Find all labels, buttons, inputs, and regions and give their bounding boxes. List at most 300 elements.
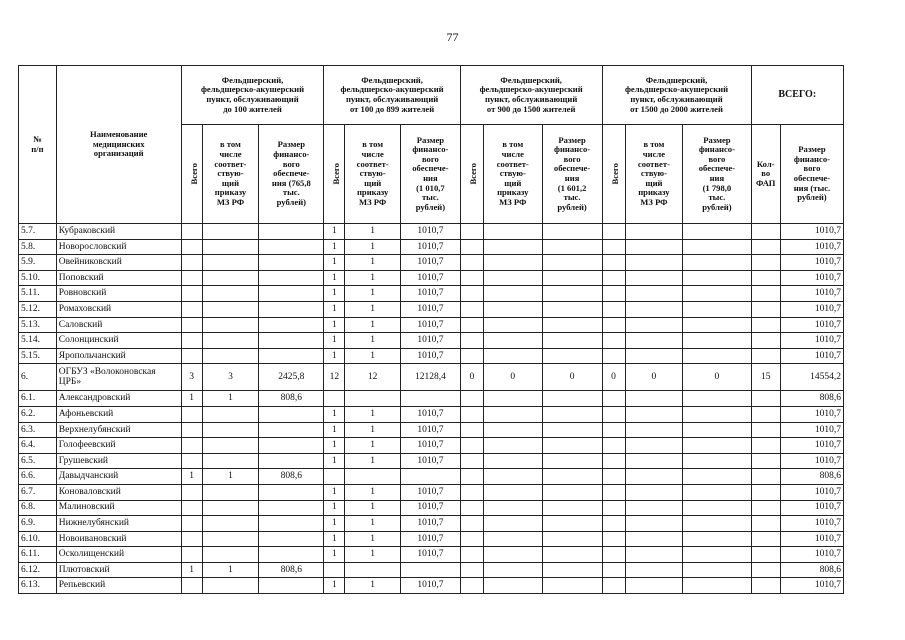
table-cell: 1	[345, 255, 401, 271]
table-cell: 1010,7	[400, 547, 460, 563]
table-cell: 1	[181, 391, 202, 407]
table-cell: 1010,7	[780, 547, 843, 563]
table-cell: 1010,7	[400, 422, 460, 438]
table-cell	[460, 239, 483, 255]
header-group-1: Фельдшерский, фельдшерско-акушерский пункт, обслуживающий до 100 жителей	[181, 66, 324, 125]
table-cell	[483, 469, 542, 485]
row-number: 6.12.	[19, 562, 57, 578]
table-cell	[751, 438, 780, 454]
table-cell: 1	[345, 317, 401, 333]
table-cell: 1	[324, 547, 345, 563]
table-cell: 3	[181, 364, 202, 391]
table-cell: 12128,4	[400, 364, 460, 391]
table-cell	[683, 270, 751, 286]
table-cell: 1	[202, 562, 259, 578]
table-cell	[483, 224, 542, 240]
header-total-group: ВСЕГО:	[751, 66, 843, 125]
table-cell	[202, 578, 259, 594]
row-number: 5.8.	[19, 239, 57, 255]
row-number: 6.4.	[19, 438, 57, 454]
table-cell: 1010,7	[780, 531, 843, 547]
table-cell: 1	[324, 317, 345, 333]
table-cell: 1010,7	[400, 484, 460, 500]
table-cell	[542, 562, 602, 578]
table-cell	[181, 301, 202, 317]
row-number: 6.5.	[19, 453, 57, 469]
header-financing-3: Размер финансо- вого обеспече- ния (1 601,2 тыс. рублей)	[542, 125, 602, 224]
table-cell: 1010,7	[400, 348, 460, 364]
org-name: Овейниковский	[56, 255, 181, 271]
table-cell	[460, 348, 483, 364]
table-cell	[602, 438, 625, 454]
table-cell	[542, 453, 602, 469]
table-cell	[683, 286, 751, 302]
table-cell: 1	[324, 484, 345, 500]
table-row	[19, 333, 844, 349]
table-cell	[602, 516, 625, 532]
table-cell	[542, 255, 602, 271]
table-cell: 808,6	[780, 562, 843, 578]
table-cell	[259, 453, 324, 469]
table-cell	[625, 516, 683, 532]
table-cell: 1	[324, 224, 345, 240]
table-cell	[324, 469, 345, 485]
table-cell: 1010,7	[400, 578, 460, 594]
header-num: № п/п	[19, 66, 57, 224]
table-cell	[181, 270, 202, 286]
table-cell	[259, 531, 324, 547]
table-cell	[625, 286, 683, 302]
table-cell	[460, 453, 483, 469]
table-cell	[542, 333, 602, 349]
table-row	[19, 406, 844, 422]
table-cell: 2425,8	[259, 364, 324, 391]
table-cell	[751, 255, 780, 271]
table-row	[19, 453, 844, 469]
table-cell: 808,6	[780, 469, 843, 485]
table-cell	[460, 333, 483, 349]
table-cell	[542, 516, 602, 532]
table-cell: 0	[625, 364, 683, 391]
table-cell: 1	[345, 547, 401, 563]
header-total-count: Всего	[181, 125, 202, 224]
table-cell: 808,6	[259, 469, 324, 485]
table-row	[19, 364, 844, 391]
table-cell	[460, 438, 483, 454]
table-cell	[602, 333, 625, 349]
table-cell	[181, 547, 202, 563]
table-cell	[542, 422, 602, 438]
table-cell	[483, 500, 542, 516]
org-name: Голофеевский	[56, 438, 181, 454]
table-cell: 1	[324, 239, 345, 255]
row-number: 6.1.	[19, 391, 57, 407]
table-cell	[181, 333, 202, 349]
table-row	[19, 224, 844, 240]
table-cell	[181, 239, 202, 255]
table-cell: 1010,7	[780, 301, 843, 317]
table-cell: 1010,7	[780, 286, 843, 302]
table-cell	[602, 301, 625, 317]
table-cell	[542, 500, 602, 516]
table-cell	[259, 224, 324, 240]
table-cell	[483, 286, 542, 302]
table-cell	[345, 562, 401, 578]
header-group-3: Фельдшерский, фельдшерско-акушерский пункт, обслуживающий от 900 до 1500 жителей	[460, 66, 602, 125]
table-cell: 1	[324, 516, 345, 532]
table-cell: 1	[345, 438, 401, 454]
table-cell	[602, 562, 625, 578]
table-cell: 1	[324, 348, 345, 364]
table-cell	[751, 270, 780, 286]
org-name: Яропольчанский	[56, 348, 181, 364]
table-cell	[202, 484, 259, 500]
row-number: 6.11.	[19, 547, 57, 563]
table-cell: 1010,7	[780, 224, 843, 240]
table-cell	[483, 484, 542, 500]
table-cell	[259, 270, 324, 286]
table-cell	[625, 255, 683, 271]
table-cell	[259, 255, 324, 271]
table-cell: 1	[324, 500, 345, 516]
table-cell: 12	[345, 364, 401, 391]
table-cell	[181, 406, 202, 422]
table-cell	[602, 286, 625, 302]
table-cell	[259, 547, 324, 563]
table-cell: 0	[460, 364, 483, 391]
table-cell	[625, 562, 683, 578]
table-cell	[202, 453, 259, 469]
table-row	[19, 391, 844, 407]
table-cell	[625, 333, 683, 349]
row-number: 5.15.	[19, 348, 57, 364]
table-cell	[181, 531, 202, 547]
table-cell	[181, 348, 202, 364]
table-cell	[625, 348, 683, 364]
table-cell: 15	[751, 364, 780, 391]
table-cell	[259, 484, 324, 500]
table-cell	[202, 531, 259, 547]
table-cell	[602, 224, 625, 240]
table-cell: 1010,7	[780, 255, 843, 271]
table-cell	[483, 547, 542, 563]
row-number: 5.10.	[19, 270, 57, 286]
table-cell	[483, 438, 542, 454]
table-cell	[625, 422, 683, 438]
org-name: Осколищенский	[56, 547, 181, 563]
table-cell	[202, 255, 259, 271]
header-group-2: Фельдшерский, фельдшерско-акушерский пункт, обслуживающий от 100 до 899 жителей	[324, 66, 460, 125]
table-row	[19, 500, 844, 516]
table-cell: 1010,7	[400, 438, 460, 454]
table-cell	[483, 255, 542, 271]
table-cell: 1	[345, 484, 401, 500]
table-cell	[542, 391, 602, 407]
table-cell	[202, 270, 259, 286]
table-cell	[751, 333, 780, 349]
table-cell	[181, 224, 202, 240]
table-cell	[460, 531, 483, 547]
table-cell	[683, 422, 751, 438]
table-cell	[460, 484, 483, 500]
table-cell	[202, 301, 259, 317]
table-cell	[324, 391, 345, 407]
header-total-financing: Размер финансо- вого обеспече- ния (тыс. рублей)	[780, 125, 843, 224]
table-cell	[202, 547, 259, 563]
row-number: 6.7.	[19, 484, 57, 500]
header-financing-4: Размер финансо- вого обеспече- ния (1 798,0 тыс. рублей)	[683, 125, 751, 224]
table-cell	[202, 239, 259, 255]
table-cell: 1010,7	[780, 438, 843, 454]
table-cell	[483, 406, 542, 422]
org-name: Солонцинский	[56, 333, 181, 349]
table-cell	[202, 406, 259, 422]
table-cell	[542, 406, 602, 422]
table-cell	[683, 469, 751, 485]
table-cell: 1010,7	[780, 239, 843, 255]
table-cell	[751, 317, 780, 333]
table-cell	[602, 547, 625, 563]
table-cell	[683, 531, 751, 547]
table-cell	[625, 484, 683, 500]
table-cell: 1010,7	[780, 317, 843, 333]
table-cell: 1	[202, 391, 259, 407]
row-number: 6.2.	[19, 406, 57, 422]
table-cell	[542, 239, 602, 255]
table-cell: 808,6	[259, 391, 324, 407]
table-cell: 1010,7	[780, 333, 843, 349]
table-cell	[483, 348, 542, 364]
table-cell	[751, 578, 780, 594]
table-cell: 1	[324, 422, 345, 438]
table-cell	[259, 301, 324, 317]
table-row	[19, 562, 844, 578]
table-cell	[542, 578, 602, 594]
table-cell	[460, 500, 483, 516]
table-cell	[625, 317, 683, 333]
header-financing-1: Размер финансо- вого обеспече- ния (765,8 тыс. рублей)	[259, 125, 324, 224]
table-cell: 1	[345, 531, 401, 547]
table-cell	[683, 317, 751, 333]
org-name: Репьевский	[56, 578, 181, 594]
row-number: 6.3.	[19, 422, 57, 438]
table-cell	[683, 391, 751, 407]
table-cell	[602, 317, 625, 333]
table-cell	[324, 562, 345, 578]
table-cell: 1010,7	[400, 531, 460, 547]
table-cell	[542, 301, 602, 317]
table-cell: 1010,7	[780, 348, 843, 364]
table-cell	[625, 224, 683, 240]
table-cell	[751, 469, 780, 485]
row-number: 6.10.	[19, 531, 57, 547]
table-cell	[259, 578, 324, 594]
table-cell	[483, 562, 542, 578]
table-cell	[483, 317, 542, 333]
table-cell	[751, 391, 780, 407]
header-group-4: Фельдшерский, фельдшерско-акушерский пункт, обслуживающий от 1500 до 2000 жителей	[602, 66, 751, 125]
table-cell	[602, 531, 625, 547]
table-cell: 14554,2	[780, 364, 843, 391]
org-name: Коноваловский	[56, 484, 181, 500]
table-cell	[625, 469, 683, 485]
table-row	[19, 531, 844, 547]
table-cell	[751, 516, 780, 532]
table-cell	[751, 562, 780, 578]
table-cell	[542, 469, 602, 485]
table-cell	[683, 516, 751, 532]
table-cell	[202, 438, 259, 454]
org-name: Верхнелубянский	[56, 422, 181, 438]
header-per-order: в том числе соответ- ствую- щий приказу МЗ РФ	[625, 125, 683, 224]
table-cell	[683, 453, 751, 469]
table-cell	[542, 286, 602, 302]
table-cell	[483, 301, 542, 317]
table-cell: 808,6	[780, 391, 843, 407]
table-cell	[181, 286, 202, 302]
table-cell	[542, 224, 602, 240]
org-name: Саловский	[56, 317, 181, 333]
header-total-count: Всего	[460, 125, 483, 224]
table-row	[19, 255, 844, 271]
table-cell: 1	[345, 516, 401, 532]
table-cell: 1	[324, 286, 345, 302]
table-cell	[483, 422, 542, 438]
table-cell: 1010,7	[400, 301, 460, 317]
table-cell	[483, 333, 542, 349]
table-cell	[181, 516, 202, 532]
table-cell: 1	[324, 255, 345, 271]
table-cell	[751, 406, 780, 422]
table-cell	[625, 531, 683, 547]
org-name: Грушевский	[56, 453, 181, 469]
table-cell	[483, 531, 542, 547]
table-cell: 1	[345, 239, 401, 255]
table-cell: 1	[324, 333, 345, 349]
table-row	[19, 469, 844, 485]
org-name: Александровский	[56, 391, 181, 407]
header-org-name: Наименование медицинских организаций	[56, 66, 181, 224]
row-number: 6.13.	[19, 578, 57, 594]
table-cell	[202, 500, 259, 516]
table-cell	[202, 422, 259, 438]
table-cell: 1	[324, 301, 345, 317]
table-cell: 1010,7	[400, 224, 460, 240]
table-cell: 1	[345, 301, 401, 317]
row-number: 5.7.	[19, 224, 57, 240]
table-cell	[460, 317, 483, 333]
table-row	[19, 578, 844, 594]
table-cell	[259, 500, 324, 516]
org-name: Поповский	[56, 270, 181, 286]
table-cell	[751, 224, 780, 240]
table-cell	[400, 391, 460, 407]
header-total-count: Всего	[324, 125, 345, 224]
table-cell: 1	[345, 500, 401, 516]
table-cell	[460, 469, 483, 485]
table-cell	[683, 406, 751, 422]
table-cell	[751, 348, 780, 364]
table-cell	[460, 422, 483, 438]
table-cell	[181, 422, 202, 438]
table-cell: 1	[181, 562, 202, 578]
table-cell	[202, 286, 259, 302]
table-row	[19, 270, 844, 286]
org-name: Ромаховский	[56, 301, 181, 317]
table-cell	[542, 547, 602, 563]
row-number: 6.	[19, 364, 57, 391]
table-cell: 1	[345, 406, 401, 422]
table-cell: 1	[324, 270, 345, 286]
table-cell	[542, 317, 602, 333]
table-cell	[683, 562, 751, 578]
table-cell	[751, 286, 780, 302]
org-name: Малиновский	[56, 500, 181, 516]
table-cell	[602, 270, 625, 286]
row-number: 6.8.	[19, 500, 57, 516]
table-cell	[602, 391, 625, 407]
table-cell	[602, 453, 625, 469]
table-body	[19, 224, 844, 594]
table-cell	[460, 286, 483, 302]
org-name: Плютовский	[56, 562, 181, 578]
table-cell: 1	[345, 422, 401, 438]
table-cell: 1010,7	[400, 516, 460, 532]
table-cell: 808,6	[259, 562, 324, 578]
table-cell	[345, 469, 401, 485]
table-row	[19, 438, 844, 454]
table-cell: 1010,7	[400, 453, 460, 469]
table-cell	[259, 239, 324, 255]
table-cell	[625, 391, 683, 407]
table-cell	[460, 562, 483, 578]
table-cell	[202, 317, 259, 333]
table-cell	[460, 224, 483, 240]
table-cell: 1010,7	[400, 333, 460, 349]
table-cell: 1010,7	[780, 453, 843, 469]
table-cell: 0	[483, 364, 542, 391]
table-cell	[751, 239, 780, 255]
table-cell	[181, 484, 202, 500]
table-cell	[751, 453, 780, 469]
table-cell	[259, 516, 324, 532]
table-cell	[181, 255, 202, 271]
table-cell: 1	[324, 453, 345, 469]
table-cell: 0	[542, 364, 602, 391]
org-name: Нижнелубянский	[56, 516, 181, 532]
table-cell	[181, 578, 202, 594]
org-name: Давыдчанский	[56, 469, 181, 485]
table-cell	[460, 391, 483, 407]
table-cell: 1010,7	[400, 239, 460, 255]
table-cell	[542, 348, 602, 364]
table-cell	[259, 406, 324, 422]
header-fap-count: Кол- во ФАП	[751, 125, 780, 224]
row-number: 5.13.	[19, 317, 57, 333]
header-per-order: в том числе соответ- ствую- щий приказу МЗ РФ	[345, 125, 401, 224]
table-cell: 1	[324, 438, 345, 454]
table-cell	[483, 270, 542, 286]
table-cell	[483, 516, 542, 532]
org-name: Ровновский	[56, 286, 181, 302]
table-cell	[602, 255, 625, 271]
header-financing-2: Размер финансо- вого обеспече- ния (1 010,7 тыс. рублей)	[400, 125, 460, 224]
org-name: Новоивановский	[56, 531, 181, 547]
table-cell	[683, 255, 751, 271]
table-cell	[259, 348, 324, 364]
table-cell	[602, 500, 625, 516]
table-cell: 1010,7	[400, 255, 460, 271]
